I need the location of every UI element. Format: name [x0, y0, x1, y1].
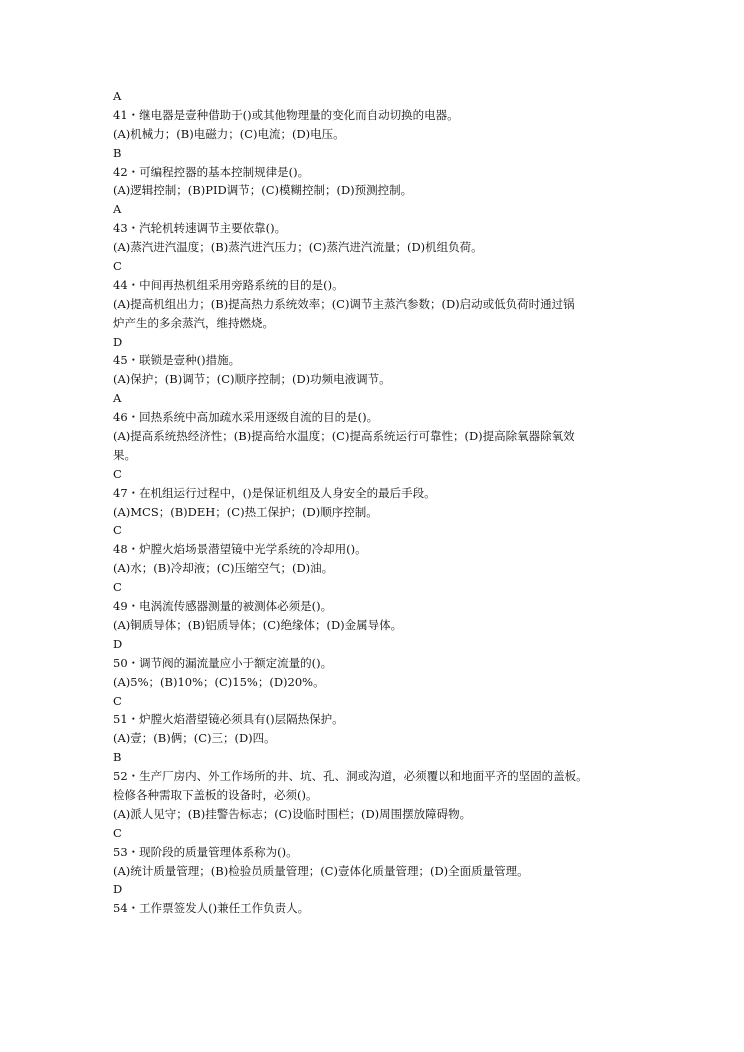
options-line: (A)提高机组出力；(B)提高热力系统效率；(C)调节主蒸汽参数；(D)启动或低负荷时通过锅 — [113, 296, 575, 311]
question-line: 48・炉膛火焰场景潜望镜中光学系统的冷却用()。 — [113, 542, 367, 557]
options-line-continued: 果。 — [113, 447, 136, 462]
answer-line: A — [113, 391, 122, 406]
options-line: (A)机械力；(B)电磁力；(C)电流；(D)电压。 — [113, 126, 345, 141]
question-line: 46・回热系统中高加疏水采用逐级自流的目的是()。 — [113, 410, 379, 425]
answer-line: D — [113, 636, 123, 651]
question-line: 44・中间再热机组采用旁路系统的目的是()。 — [113, 277, 344, 292]
options-line: (A)MCS；(B)DEH；(C)热工保护；(D)顺序控制。 — [113, 504, 378, 519]
answer-line: C — [113, 466, 122, 481]
options-line: (A)壹；(B)俩；(C)三；(D)四。 — [113, 731, 276, 746]
question-line: 50・调节阀的漏流量应小于额定流量的()。 — [113, 655, 333, 670]
answer-line: D — [113, 882, 123, 897]
options-line: (A)保护；(B)调节；(C)顺序控制；(D)功频电液调节。 — [113, 372, 391, 387]
answer-line: B — [113, 750, 122, 765]
question-line: 52・生产厂房内、外工作场所的井、坑、孔、洞或沟道，必须覆以和地面平齐的坚固的盖板。 — [113, 769, 588, 784]
question-line-continued: 检修各种需取下盖板的设备时，必须()。 — [113, 787, 318, 802]
question-line: 45・联锁是壹种()措施。 — [113, 353, 241, 368]
question-line: 51・炉膛火焰潜望镜必须具有()层隔热保护。 — [113, 712, 344, 727]
options-line: (A)5%；(B)10%；(C)15%；(D)20%。 — [113, 674, 325, 689]
question-line: 54・工作票签发人()兼任工作负责人。 — [113, 901, 310, 916]
question-line: 42・可编程控器的基本控制规律是()。 — [113, 164, 310, 179]
answer-line: C — [113, 825, 122, 840]
answer-line: C — [113, 693, 122, 708]
question-line: 49・电涡流传感器测量的被测体必须是()。 — [113, 599, 333, 614]
options-line-continued: 炉产生的多余蒸汽，维持燃烧。 — [113, 315, 274, 330]
question-line: 47・在机组运行过程中，()是保证机组及人身安全的最后手段。 — [113, 485, 436, 500]
question-line: 41・继电器是壹种借助于()或其他物理量的变化而自动切换的电器。 — [113, 107, 459, 122]
options-line: (A)逻辑控制；(B)PID调节；(C)模糊控制；(D)预测控制。 — [113, 183, 413, 198]
options-line: (A)铜质导体；(B)铝质导体；(C)绝缘体；(D)金属导体。 — [113, 617, 403, 632]
answer-line: C — [113, 580, 122, 595]
options-line: (A)水；(B)冷却液；(C)压缩空气；(D)油。 — [113, 561, 334, 576]
question-line: 53・现阶段的质量管理体系称为()。 — [113, 844, 298, 859]
answer-line: D — [113, 334, 123, 349]
answer-line: C — [113, 259, 122, 274]
question-list — [113, 87, 643, 918]
answer-line: B — [113, 145, 122, 160]
options-line: (A)蒸汽进汽温度；(B)蒸汽进汽压力；(C)蒸汽进汽流量；(D)机组负荷。 — [113, 240, 483, 255]
options-line: (A)提高系统热经济性；(B)提高给水温度；(C)提高系统运行可靠性；(D)提高除氧器除氧效 — [113, 429, 575, 444]
options-line: (A)派人见守；(B)挂警告标志；(C)设临时围栏；(D)周围摆放障碍物。 — [113, 806, 472, 821]
question-line: 43・汽轮机转速调节主要依靠()。 — [113, 221, 287, 236]
answer-line: A — [113, 89, 122, 103]
answer-line: A — [113, 202, 122, 217]
answer-line: C — [113, 523, 122, 538]
options-line: (A)统计质量管理；(B)检验员质量管理；(C)壹体化质量管理；(D)全面质量管理。 — [113, 863, 529, 878]
